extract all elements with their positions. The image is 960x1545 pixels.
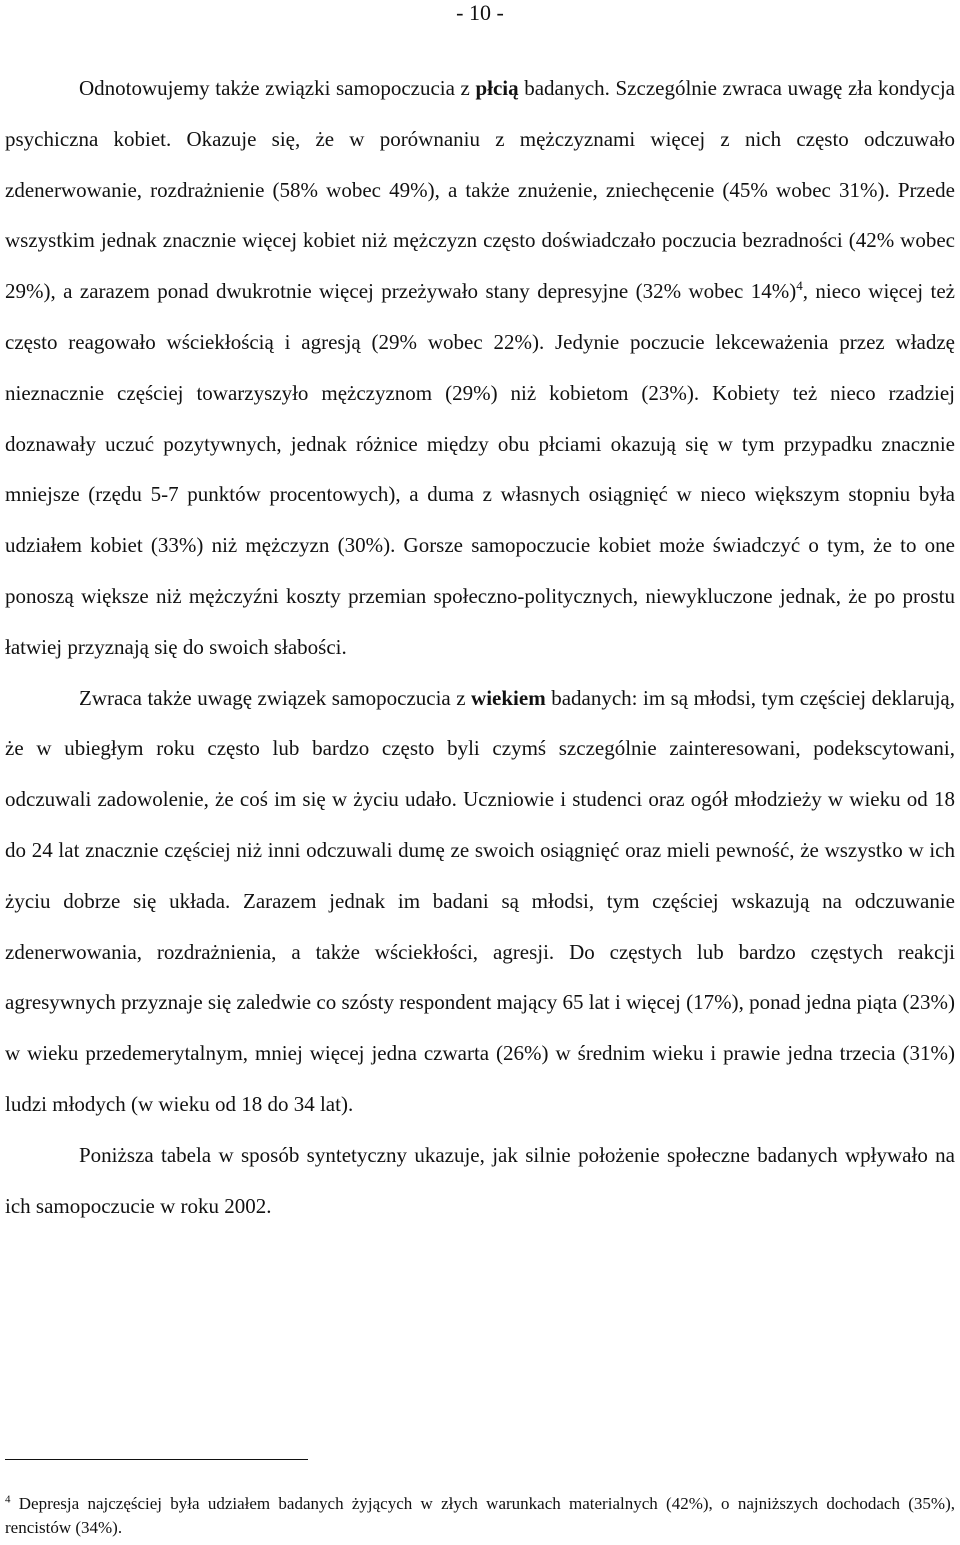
text-span: badanych. Szczególnie zwraca uwagę zła kondycja psychiczna kobiet. Okazuje się, że w porównaniu z mężczyznami więcej z nich często odczuwało zdenerwowanie, rozdrażnienie (58% wobec 49%), a także znużenie, zniechęcenie (45% wobec 31%). Przede wszystkim jednak znacznie więcej kobiet niż mężczyzn często doświadczało poczucia bezradności (42% wobec 29%), a zarazem ponad dwukrotnie więcej przeżywało stany depresyjne (32% wobec 14%) <box>5 76 956 304</box>
footnote-text: Depresja najczęściej była udziałem badanych żyjących w złych warunkach materialnych (42%), o najniższych dochodach (35%), rencistów (34%). <box>5 1494 955 1537</box>
footnote <box>5 1492 955 1540</box>
footnote-marker: 4 <box>5 1493 11 1506</box>
footnote-separator <box>5 1459 308 1460</box>
paragraph-age <box>5 673 955 1130</box>
paragraph-gender <box>5 63 955 673</box>
text-span: , nieco więcej też często reagowało wściekłością i agresją (29% wobec 22%). Jedynie poczucie lekceważenia przez władzę nieznacznie częściej towarzyszyło mężczyznom (29%) niż kobietom (23%). Kobiety też nieco rzadziej doznawały uczuć pozytywnych, jednak różnice między obu płciami okazują się w tym przypadku znacznie mniejsze (rzędu 5-7 punktów procentowych), a duma z własnych osiągnięć w nieco większym stopniu była udziałem kobiet (33%) niż mężczyzn (30%). Gorsze samopoczucie kobiet może świadczyć o tym, że to one ponoszą większe niż mężczyźni koszty przemian społeczno-politycznych, niewykluczone jednak, że po prostu łatwiej przyznają się do swoich słabości. <box>5 279 955 659</box>
text-span: Zwraca także uwagę związek samopoczucia z <box>79 685 472 710</box>
body-text <box>5 63 955 1231</box>
text-span: Odnotowujemy także związki samopoczucia z <box>79 76 476 100</box>
page-number: - 10 - <box>456 0 504 25</box>
bold-term-age: wiekiem <box>471 685 546 710</box>
paragraph-table-intro: Poniższa tabela w sposób syntetyczny ukazuje, jak silnie położenie społeczne badanych wpływało na ich samopoczucie w roku 2002. <box>5 1142 955 1218</box>
text-span: badanych: im są młodsi, tym częściej deklarują, że w ubiegłym roku często lub bardzo często byli czymś szczególnie zainteresowani, podekscytowani, odczuwali zadowolenie, że coś im się w życiu udało. Uczniowie i studenci oraz ogół młodzieży w wieku od 18 do 24 lat znacznie częściej niż inni odczuwali dumę ze swoich osiągnięć oraz mieli pewność, że wszystko w ich życiu dobrze się układa. Zarazem jednak im badani są młodsi, tym częściej wskazują na odczuwanie zdenerwowania, rozdrażnienia, a także wściekłości, agresji. Do częstych lub bardzo częstych reakcji agresywnych przyznaje się zaledwie co szósty respondent mający 65 lat i więcej (17%), ponad jedna piąta (23%) w wieku przedemerytalnym, mniej więcej jedna czwarta (26%) w średnim wieku i prawie jedna trzecia (31%) ludzi młodych (w wieku od 18 do 34 lat). <box>5 685 956 1116</box>
bold-term-gender: płcią <box>475 76 519 100</box>
footnote-ref: 4 <box>796 278 803 294</box>
